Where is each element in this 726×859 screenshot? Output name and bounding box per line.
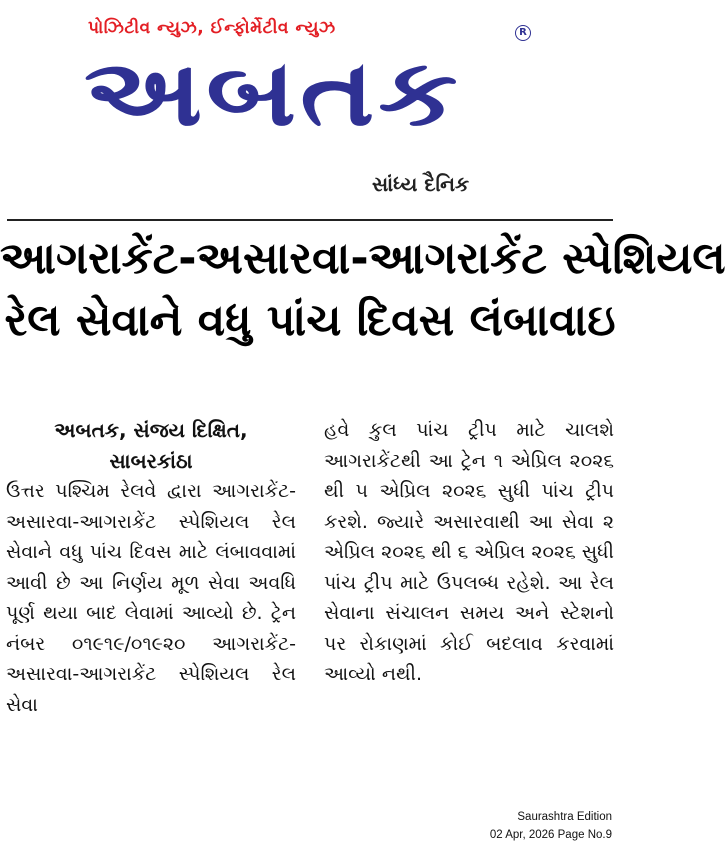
edition-name: Saurashtra Edition bbox=[517, 811, 612, 823]
masthead bbox=[0, 0, 620, 215]
article-headline bbox=[0, 228, 726, 352]
headline-line-2: રેલ સેવાને વધુ પાંચ દિવસ લંબાવાઇ bbox=[4, 295, 616, 346]
masthead-divider bbox=[7, 219, 613, 221]
article-column-right bbox=[324, 415, 614, 690]
article-column-left bbox=[6, 415, 296, 720]
edition-footer bbox=[490, 808, 612, 844]
registered-mark-icon: R bbox=[515, 25, 531, 41]
newspaper-logo: અબતક bbox=[84, 40, 462, 147]
article-text-left: ઉત્તર પશ્ચિમ રેલવે દ્વારા આગરાકેંટ-અસારવા-આગરાકેંટ સ્પેશિયલ રેલ સેવાને વધુ પાંચ દિવસ માટે લંબાવવામાં આવી છે આ નિર્ણય મૂળ સેવા અવધિ પૂર્ણ થયા બાદ લેવામાં આવ્યો છે. ટ્રેન નંબર ૦૧૯૧૯/૦૧૯૨૦ આગરાકેંટ-અસારવા-આગરાકેંટ સ્પેશિયલ રેલ સેવા bbox=[6, 480, 296, 716]
byline-author: અબતક, સંજય દિક્ષિત, bbox=[54, 418, 248, 442]
edition-date-page: 02 Apr, 2026 Page No.9 bbox=[489, 829, 612, 841]
masthead-tagline: પોઝિટીવ ન્યુઝ, ઈન્ફોર્મેટીવ ન્યુઝ bbox=[88, 18, 336, 38]
byline-location: સાબરકાંઠા bbox=[109, 448, 193, 473]
article-text-right: હવે કુલ પાંચ ટ્રીપ માટે ચાલશે આગરાકેંટથી આ ટ્રેન ૧ એપ્રિલ ૨૦૨૬ થી ૫ એપ્રિલ ૨૦૨૬ સુધી પાંચ ટ્રીપ કરશે. જ્યારે અસારવાથી આ સેવા ૨ એપ્રિલ ૨૦૨૬ થી ૬ એપ્રિલ ૨૦૨૬ સુધી પાંચ ટ્રીપ માટે ઉપલબ્ધ રહેશે. આ રેલ સેવાના સંચાલન સમય અને સ્ટેશનો પર રોકાણમાં કોઈ બદલાવ કરવામાં આવ્યો નથી. bbox=[324, 419, 614, 685]
headline-line-1: આગરાકેંટ-અસારવા-આગરાકેંટ સ્પેશિયલ bbox=[0, 233, 726, 284]
masthead-subtitle: સાંધ્ય દૈનિક bbox=[372, 172, 470, 196]
